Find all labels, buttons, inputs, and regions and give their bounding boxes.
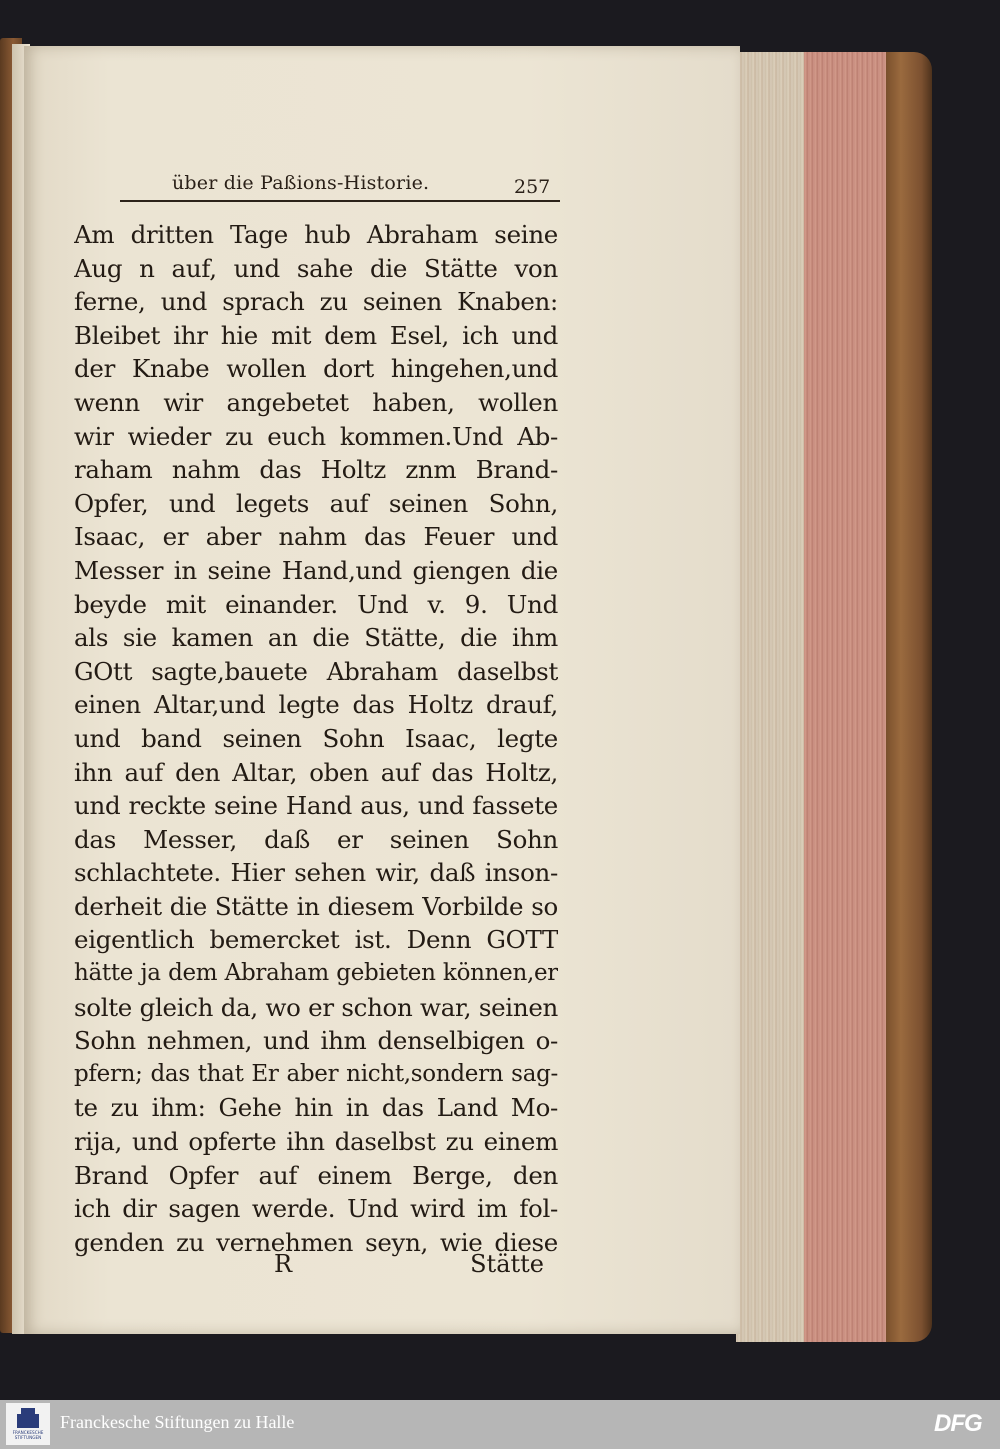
running-head xyxy=(84,126,558,198)
text-line: und band seinen Sohn Isaac, legte xyxy=(74,723,558,753)
text-line: hätte ja dem Abraham gebieten können,er xyxy=(74,960,558,987)
text-line: Am dritten Tage hub Abraham seine xyxy=(74,220,558,249)
text-line: als sie kamen an die Stätte, die ihm xyxy=(74,623,558,653)
catchword: Stätte xyxy=(470,1250,544,1278)
text-line: wenn wir angebetet haben, wollen xyxy=(74,387,558,417)
text-line: und reckte seine Hand aus, und fassete xyxy=(74,791,558,821)
text-line: GOtt sagte,bauete Abraham daselbst xyxy=(74,656,558,686)
text-line: Opfer, und legets auf seinen Sohn, xyxy=(74,488,558,518)
text-line: genden zu vernehmen seyn, wie diese xyxy=(74,1227,558,1257)
show-through-marks xyxy=(576,1051,656,1121)
text-line: Isaac, er aber nahm das Feuer und xyxy=(74,522,558,552)
text-line: pfern; das that Er aber nicht,sondern sag- xyxy=(74,1060,558,1087)
text-line: rija, und opferte ihn daselbst zu einem xyxy=(74,1127,558,1157)
text-line: Messer in seine Hand,und giengen die xyxy=(74,555,558,585)
text-line: einen Altar,und legte das Holtz drauf, xyxy=(74,690,558,720)
page-footer-line xyxy=(274,1250,544,1284)
book-page xyxy=(24,46,740,1334)
text-line: derheit die Stätte in diesem Vorbilde so xyxy=(74,891,558,921)
header-rule xyxy=(120,200,560,202)
page-body-text xyxy=(74,218,558,1259)
text-line: ihn auf den Altar, oben auf das Holtz, xyxy=(74,757,558,787)
text-line: schlachtete. Hier sehen wir, daß inson- xyxy=(74,858,558,888)
text-line: Sohn nehmen, und ihm denselbigen o- xyxy=(74,1026,558,1056)
running-title: über die Paßions-Historie. xyxy=(172,172,430,194)
text-line: Bleibet ihr hie mit dem Esel, ich und xyxy=(74,320,558,350)
text-line: der Knabe wollen dort hingehen,und xyxy=(74,354,558,384)
page-edges xyxy=(736,52,886,1342)
dfg-logo[interactable]: DFG xyxy=(934,1410,982,1437)
text-line: te zu ihm: Gehe hin in das Land Mo- xyxy=(74,1093,558,1123)
page-number: 257 xyxy=(514,176,551,198)
building-icon xyxy=(21,1408,35,1428)
right-cover-edge xyxy=(880,52,932,1342)
text-line: ferne, und sprach zu seinen Knaben: xyxy=(74,287,558,317)
text-line: ich dir sagen werde. Und wird im fol- xyxy=(74,1194,558,1224)
text-line: beyde mit einander. Und v. 9. Und xyxy=(74,589,558,619)
viewer-footer-bar xyxy=(0,1400,1000,1449)
institution-name[interactable]: Franckesche Stiftungen zu Halle xyxy=(60,1412,295,1432)
text-line: das Messer, daß er seinen Sohn xyxy=(74,824,558,854)
text-line: solte gleich da, wo er schon war, seinen xyxy=(74,992,558,1022)
text-line: eigentlich bemercket ist. Denn GOTT xyxy=(74,925,558,955)
logo-text: FRANCKESCHE STIFTUNGEN xyxy=(12,1430,44,1440)
signature-mark: R xyxy=(274,1250,293,1278)
text-line: Aug n auf, und sahe die Stätte von xyxy=(74,253,558,283)
text-line: wir wieder zu euch kommen.Und Ab- xyxy=(74,421,558,451)
text-line: Brand Opfer auf einem Berge, den xyxy=(74,1160,558,1190)
franckesche-stiftungen-logo[interactable] xyxy=(6,1403,50,1445)
text-line: raham nahm das Holtz znm Brand- xyxy=(74,455,558,485)
